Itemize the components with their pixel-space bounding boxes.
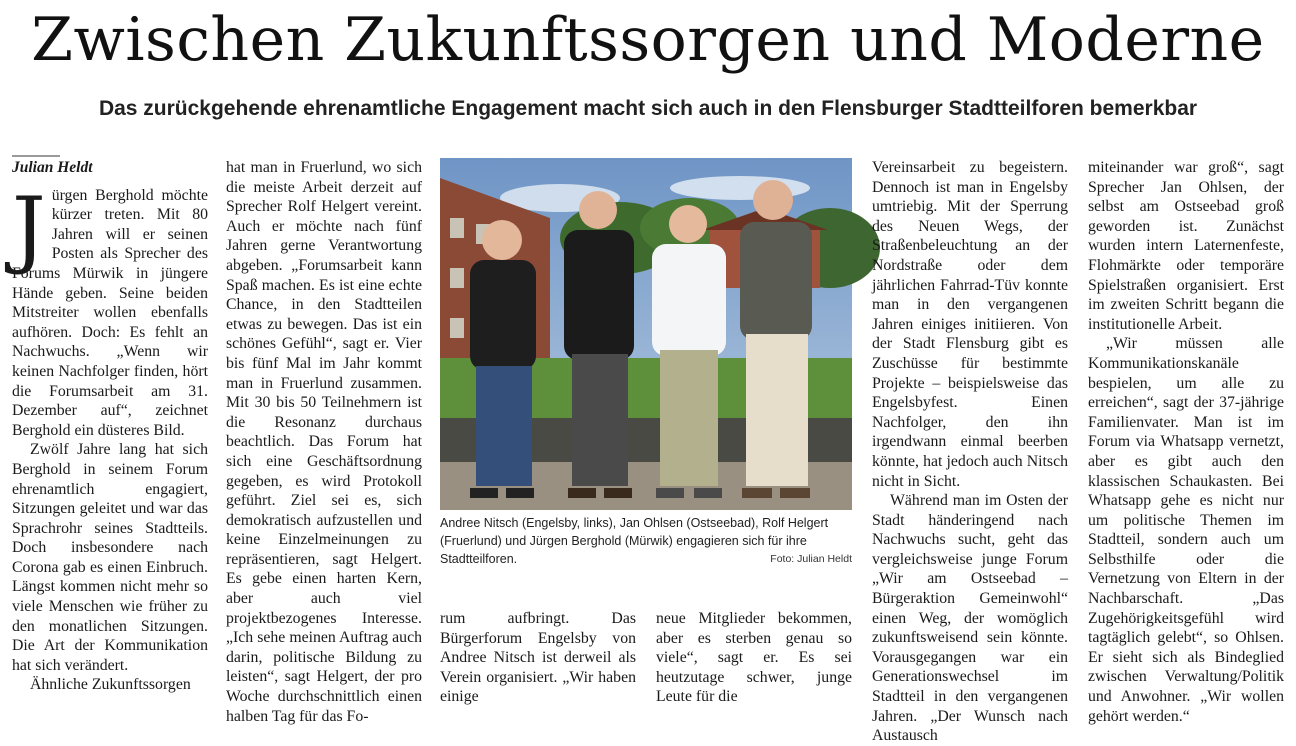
article-column-6	[1088, 158, 1284, 725]
photo-caption: Andree Nitsch (Engelsby, links), Jan Ohlsen (Ostseebad), Rolf Helgert (Fruerlund) und Jürgen Berghold (Mürwik) engagieren sich für ihre Stadtteilforen.	[440, 516, 829, 566]
subheadline: Das zurückgehende ehrenamtliche Engagement macht sich auch in den Flensburger Stadtteilforen bemerkbar	[98, 97, 1198, 120]
author-rule	[12, 155, 60, 157]
article-column-3	[440, 609, 636, 706]
paragraph-9: miteinander war groß“, sagt Sprecher Jan Ohlsen, der selbst am Ostseebad groß geworden ist. Zunächst wurden intern Laternenfeste, Flohmärkte oder temporäre Spielstraßen organisiert. Erst im zweiten Schritt begann die institutionelle Arbeit.	[1088, 159, 1284, 333]
paragraph-10: „Wir müssen alle Kommunikationskanäle bespielen, um alle zu erreichen“, sagt der 37-jährige Familienvater. Man ist im Forum via Whatsapp vernetzt, aber es gibt auch den klassischen Schaukasten. Bei Whatsapp gehe es nicht nur um politische Themen im Stadtteil, sondern auch um Selbsthilfe oder die Vernetzung von Eltern in der Nachbarschaft. „Das Zugehörigkeitsgefühl wird tagtäglich gelebt“, so Ohlsen. Er sieht sich als Bindeglied zwischen Verwaltung/Politik und Anwohner. „Wir wollen gehört werden.“	[1088, 335, 1284, 725]
paragraph-6: neue Mitglieder bekommen, aber es sterben genau so viele“, sagt er. Es sei heutzutage schwer, junge Leute für die	[656, 610, 852, 706]
article-column-4	[656, 609, 852, 706]
group-photo	[440, 158, 852, 510]
paragraph-2: Zwölf Jahre lang hat sich Berghold in seinem Forum ehrenamtlich engagiert, Sitzungen geleitet und war das Sprachrohr seines Stadtteils. Doch insbesondere nach Corona gab es einen Einbruch. Längst kommen nicht mehr so viele Menschen wie früher zu den monatlichen Sitzungen. Die Art der Kommunikation hat sich verändert.	[12, 441, 208, 674]
paragraph-1	[12, 178, 208, 441]
author-byline: Julian Heldt	[12, 159, 93, 176]
drop-cap: J	[12, 178, 46, 277]
article-column-1	[12, 158, 208, 694]
photo-credit: Foto: Julian Heldt	[770, 553, 852, 565]
article-column-5	[872, 158, 1068, 745]
headline: Zwischen Zukunftssorgen und Moderne	[31, 5, 1265, 75]
paragraph-4: hat man in Fruerlund, wo sich die meiste Arbeit derzeit auf Sprecher Rolf Helgert vereint. Auch er möchte nach fünf Jahren gerne Verantwortung abgeben. „Forumsarbeit kann Spaß machen. Es ist eine echte Chance, in den Stadtteilen etwas zu bewegen. Das ist ein schönes Gefühl“, sagt er. Vier bis fünf Mal im Jahr kommt man in Fruerlund zusammen. Mit 30 bis 50 Teilnehmern ist die Resonanz durchaus beachtlich. Das Forum hat sich eine Geschäftsordnung gegeben, es wird Protokoll geführt. Ziel sei es, sich demokratisch aufzustellen und keine Einzelmeinungen zu repräsentieren, sagt Helgert. Es gebe einen harten Kern, aber auch viel projektbezogenes Interesse. „Ich sehe meinen Auftrag auch darin, politische Bildung zu leisten“, sagt Helgert, der pro Woche durchschnittlich einen halben Tag für das Fo-	[226, 159, 422, 725]
paragraph-3: Ähnliche Zukunftssorgen	[30, 676, 191, 694]
group-photo-image	[440, 158, 852, 510]
paragraph-8: Während man im Osten der Stadt händeringend nach Nachwuchs sucht, geht das vergleichsweise junge Forum „Wir am Ostseebad – Bürgeraktion Gemeinwohl“ einen Weg, der womöglich zukunftsweisend sein könnte. Vorausgegangen war ein Generationswechsel im Stadtteil in den vergangenen Jahren. „Der Wunsch nach Austausch	[872, 492, 1068, 745]
article-column-2	[226, 158, 422, 725]
paragraph-7: Vereinsarbeit zu begeistern. Dennoch ist man in Engelsby umtriebig. Mit der Sperrung des Neuen Wegs, der Straßenbeleuchtung an der Nordstraße oder dem jährlichen Fahrrad-Tüv konnte man in den vergangenen Jahren einiges initiieren. Von der Stadt Flensburg gibt es Zuschüsse für bestimmte Projekte – beispielsweise das Engelsbyfest. Einen Nachfolger, den ihn irgendwann einmal beerben könnte, hat jedoch auch Nitsch nicht in Sicht.	[872, 159, 1068, 490]
paragraph-5: rum aufbringt. Das Bürgerforum Engelsby von Andree Nitsch ist derweil als Verein organisiert. „Wir haben einige	[440, 610, 636, 706]
paragraph-1-text: ürgen Berghold möchte kürzer treten. Mit 80 Jahren will er seinen Posten als Sprecher des Forums Mürwik in jüngere Hände geben. Seine beiden Mitstreiter wollen ebenfalls aufhören. Doch: Es fehlt an Nachwuchs. „Wenn wir keinen Nachfolger finden, hört die Forumsarbeit am 31. Dezember auf“, zeichnet Berghold ein düsteres Bild.	[12, 186, 208, 439]
